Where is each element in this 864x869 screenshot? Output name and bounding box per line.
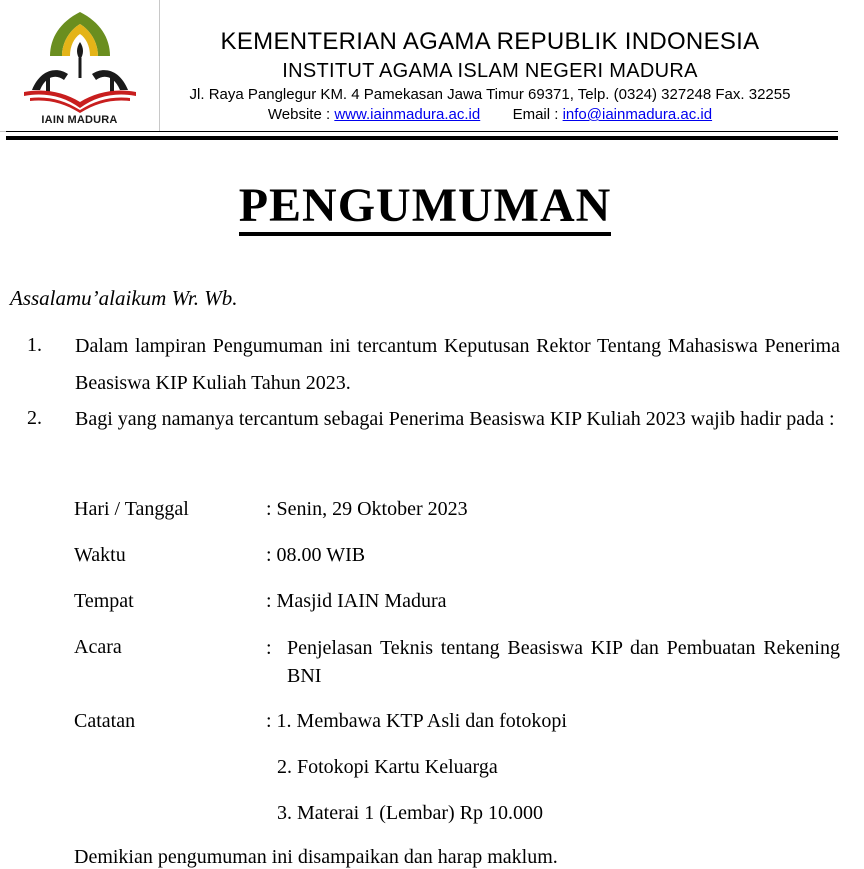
- note-item-1: : 1. Membawa KTP Asli dan fotokopi: [266, 710, 567, 732]
- logo-box: [0, 0, 160, 132]
- header-divider-thin: [6, 131, 838, 132]
- item-number-2: 2.: [27, 407, 42, 429]
- item-text-2: Bagi yang namanya tercantum sebagai Penerima Beasiswa KIP Kuliah 2023 wajib hadir pada :: [75, 408, 835, 430]
- ministry-name: KEMENTERIAN AGAMA REPUBLIK INDONESIA: [220, 28, 760, 55]
- place-value: : Masjid IAIN Madura: [266, 590, 447, 612]
- agenda-text: Penjelasan Teknis tentang Beasiswa KIP dan Pembuatan Rekening BNI: [287, 637, 840, 687]
- item-text-1: Dalam lampiran Pengumuman ini tercantum Keputusan Rektor Tentang Mahasiswa Penerima Beasiswa KIP Kuliah Tahun 2023.: [75, 335, 840, 394]
- date-value: : Senin, 29 Oktober 2023: [266, 498, 468, 520]
- document-title: [0, 178, 850, 233]
- agenda-label: Acara: [74, 636, 122, 658]
- agenda-value: [266, 634, 840, 690]
- closing-text: Demikian pengumuman ini disampaikan dan harap maklum.: [74, 846, 558, 868]
- title-text: PENGUMUMAN: [239, 179, 612, 236]
- iain-madura-logo: [20, 8, 140, 113]
- logo-caption: IAIN MADURA: [41, 114, 118, 126]
- website-label: Website :: [267, 106, 331, 123]
- contact-line: [160, 106, 820, 123]
- email-label: Email :: [512, 106, 559, 123]
- item-number-1: 1.: [27, 334, 42, 356]
- time-value: : 08.00 WIB: [266, 544, 366, 566]
- place-label: Tempat: [74, 590, 134, 612]
- address-line: Jl. Raya Panglegur KM. 4 Pamekasan Jawa Timur 69371, Telp. (0324) 327248 Fax. 32255: [189, 86, 791, 103]
- date-label: Hari / Tanggal: [74, 498, 189, 520]
- greeting: Assalamu’alaikum Wr. Wb.: [10, 286, 238, 310]
- time-label: Waktu: [74, 544, 126, 566]
- header-divider-thick: [6, 136, 838, 140]
- note-label: Catatan: [74, 710, 136, 732]
- email-link[interactable]: info@iainmadura.ac.id: [562, 106, 713, 123]
- note-item-2: 2. Fotokopi Kartu Keluarga: [277, 756, 498, 778]
- website-link[interactable]: www.iainmadura.ac.id: [334, 106, 481, 123]
- note-item-3: 3. Materai 1 (Lembar) Rp 10.000: [277, 802, 544, 824]
- agenda-colon: :: [266, 637, 272, 659]
- institute-name: INSTITUT AGAMA ISLAM NEGERI MADURA: [282, 60, 698, 82]
